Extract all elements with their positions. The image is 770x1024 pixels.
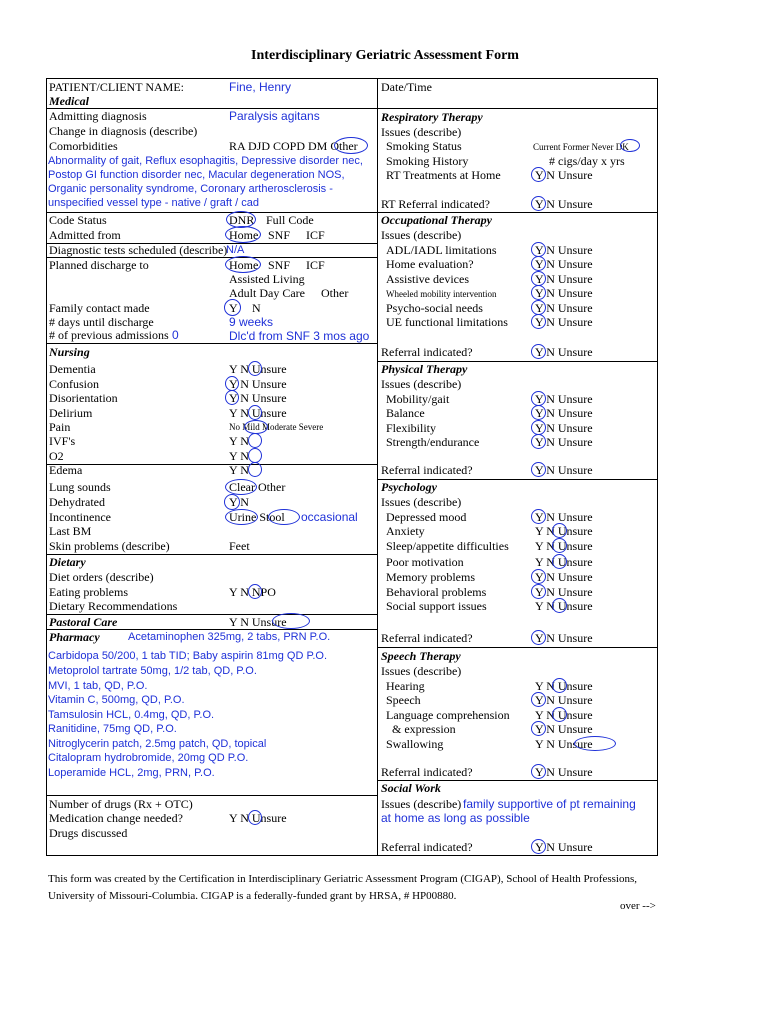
code-status-full: Full Code (266, 213, 314, 227)
circle-mark (531, 764, 546, 779)
circle-mark (531, 721, 546, 736)
smoking-status-options: Current Former Never DK (533, 142, 629, 152)
nursing-item: Incontinence (49, 510, 111, 524)
circle-mark (531, 405, 546, 420)
over-indicator: over --> (620, 900, 656, 912)
pharmacy-heading: Pharmacy (49, 630, 100, 644)
rt-home-options: Y N Unsure (535, 168, 593, 182)
circle-mark (552, 707, 567, 722)
nursing-item: O2 (49, 449, 64, 463)
ot-item-options: Y N Unsure (535, 243, 593, 257)
pt-heading: Physical Therapy (381, 362, 468, 376)
ot-item: UE functional limitations (386, 315, 508, 329)
pt-item-options: Y N Unsure (535, 435, 593, 449)
circle-mark (531, 509, 546, 524)
circle-mark (531, 256, 546, 271)
circle-mark (225, 226, 261, 243)
nursing-item: IVF's (49, 434, 76, 448)
psych-issues-label: Issues (describe) (381, 495, 462, 509)
psych-item: Memory problems (386, 570, 475, 584)
nursing-item: Disorientation (49, 391, 118, 405)
comorbidity-options: RA DJD COPD DM Other (229, 139, 358, 153)
circle-mark (225, 256, 261, 273)
circle-mark (334, 137, 368, 154)
social-note-2: at home as long as possible (381, 811, 530, 825)
ot-item-options: Y N Unsure (535, 272, 593, 286)
datetime-label: Date/Time (381, 80, 432, 94)
circle-mark (248, 810, 262, 825)
pt-item: Flexibility (386, 421, 437, 435)
circle-mark (552, 538, 567, 553)
eating-problems-label: Eating problems (49, 585, 128, 599)
pt-item-options: Y N Unsure (535, 406, 593, 420)
med-change-options: Y N Unsure (229, 811, 287, 825)
circle-mark (268, 509, 300, 525)
ot-issues-label: Issues (describe) (381, 228, 462, 242)
circle-mark (531, 391, 546, 406)
speech-item-options: Y N Unsure (535, 693, 593, 707)
pharmacy-line: Tamsulosin HCL, 0.4mg, QD, P.O. (48, 709, 215, 721)
admitting-diagnosis-value: Paralysis agitans (229, 109, 320, 123)
psychology-heading: Psychology (381, 480, 437, 494)
psych-referral-options: Y N Unsure (535, 631, 593, 645)
nursing-item: Delirium (49, 406, 93, 420)
nursing-item-options: Feet (229, 539, 250, 553)
days-discharge-label: # days until discharge (49, 315, 154, 329)
pharmacy-line: Loperamide HCL, 2mg, PRN, P.O. (48, 767, 215, 779)
ot-item: ADL/IADL limitations (386, 243, 497, 257)
circle-mark (244, 420, 268, 434)
social-note-1: family supportive of pt remaining (463, 797, 636, 811)
social-issues-label: Issues (describe) (381, 797, 462, 811)
psych-item: Behavioral problems (386, 585, 487, 599)
circle-mark (531, 167, 546, 182)
pharmacy-line: Metoprolol tartrate 50mg, 1/2 tab, QD, P.O. (48, 665, 257, 677)
ot-item: Assistive devices (386, 272, 469, 286)
rt-home-label: RT Treatments at Home (386, 168, 501, 182)
ot-item-options: Y N Unsure (535, 315, 593, 329)
nursing-item-options: Urine Stool (229, 510, 285, 524)
patient-name-label: PATIENT/CLIENT NAME: (49, 80, 184, 94)
circle-mark (574, 736, 616, 751)
psych-item-options: Y N Unsure (535, 585, 593, 599)
circle-mark (552, 554, 567, 569)
circle-mark (531, 285, 546, 300)
ot-item: Wheeled mobility intervention (386, 289, 497, 299)
comorbidity-line-1: Abnormality of gait, Reflux esophagitis, Depressive disorder nec, (48, 155, 363, 167)
ot-item-options: Y N Unsure (535, 301, 593, 315)
nursing-item: Pain (49, 420, 71, 434)
nursing-item: Dementia (49, 362, 96, 376)
ot-item-options: Y N Unsure (535, 286, 593, 300)
admitted-from-label: Admitted from (49, 228, 121, 242)
circle-mark (531, 344, 546, 359)
nursing-item: Dehydrated (49, 495, 105, 509)
comorbidity-line-4: unspecified vessel type - native / graft / cad (48, 197, 259, 209)
admitting-diagnosis-label: Admitting diagnosis (49, 109, 147, 123)
speech-heading: Speech Therapy (381, 649, 461, 663)
psych-item-options: Y N Unsure (535, 539, 593, 553)
prev-admissions-value: 0 (172, 328, 179, 342)
nursing-item-options: Y N (229, 434, 249, 448)
psych-item: Anxiety (386, 524, 425, 538)
speech-item-options: Y N Unsure (535, 708, 593, 722)
circle-mark (620, 139, 640, 152)
nursing-item: Confusion (49, 377, 100, 391)
dietary-rec-label: Dietary Recommendations (49, 599, 178, 613)
psych-item-options: Y N Unsure (535, 555, 593, 569)
circle-mark (531, 584, 546, 599)
patient-name-value: Fine, Henry (229, 80, 292, 94)
comorbidity-line-3: Organic personality syndrome, Coronary artherosclerosis - (48, 183, 333, 195)
smoking-history-options: # cigs/day x yrs (549, 154, 625, 168)
circle-mark (531, 271, 546, 286)
psych-item: Social support issues (386, 599, 487, 613)
psych-item-options: Y N Unsure (535, 570, 593, 584)
psych-item-options: Y N Unsure (535, 524, 593, 538)
pt-referral-options: Y N Unsure (535, 463, 593, 477)
prev-admissions-note: Dlc'd from SNF 3 mos ago (229, 329, 370, 343)
discharge-adult-day-care: Adult Day Care (229, 286, 305, 300)
respiratory-heading: Respiratory Therapy (381, 110, 483, 124)
circle-mark (531, 630, 546, 645)
circle-mark (531, 692, 546, 707)
circle-mark (224, 494, 240, 510)
prev-admissions-label: # of previous admissions (49, 328, 169, 342)
code-status-dnr: DNR (229, 213, 255, 227)
smoking-status-label: Smoking Status (386, 139, 462, 153)
speech-issues-label: Issues (describe) (381, 664, 462, 678)
circle-mark (272, 613, 310, 629)
medical-heading: Medical (49, 94, 89, 108)
psych-item: Depressed mood (386, 510, 467, 524)
rt-referral-label: RT Referral indicated? (381, 197, 491, 211)
discharge-other: Other (321, 286, 349, 300)
psych-item: Poor motivation (386, 555, 464, 569)
change-diagnosis-label: Change in diagnosis (describe) (49, 124, 198, 138)
nursing-item-options: Y N Unsure (229, 362, 287, 376)
diet-orders-label: Diet orders (describe) (49, 570, 154, 584)
circle-mark (248, 361, 262, 376)
circle-mark (248, 462, 262, 477)
discharge-snf: SNF (268, 258, 291, 272)
nursing-item-options: Y N (229, 463, 249, 477)
pharmacy-line: Citalopram hydrobromide, 20mg QD P.O. (48, 752, 249, 764)
circle-mark (225, 376, 239, 391)
nursing-item: Lung sounds (49, 480, 111, 494)
circle-mark (248, 584, 262, 599)
circle-mark (531, 314, 546, 329)
dietary-heading: Dietary (49, 555, 86, 569)
pharmacy-first-line: Acetaminophen 325mg, 2 tabs, PRN P.O. (128, 631, 331, 643)
speech-item: & expression (392, 722, 456, 736)
rt-referral-options: Y N Unsure (535, 197, 593, 211)
smoking-history-label: Smoking History (386, 154, 469, 168)
med-change-label: Medication change needed? (49, 811, 183, 825)
ot-item: Home evaluation? (386, 257, 474, 271)
psych-referral-label: Referral indicated? (381, 631, 473, 645)
pt-item-options: Y N Unsure (535, 421, 593, 435)
circle-mark (225, 479, 257, 495)
drugs-discussed-label: Drugs discussed (49, 826, 128, 840)
nursing-item-options: No Mild Moderate Severe (229, 422, 324, 432)
circle-mark (248, 448, 262, 463)
pharmacy-line: Vitamin C, 500mg, QD, P.O. (48, 694, 185, 706)
nursing-item-options: Clear Other (229, 480, 286, 494)
admitted-from-icf: ICF (306, 228, 325, 242)
speech-referral-options: Y N Unsure (535, 765, 593, 779)
pharmacy-line: MVI, 1 tab, QD, P.O. (48, 680, 148, 692)
circle-mark (225, 390, 239, 405)
ot-heading: Occupational Therapy (381, 213, 492, 227)
pharmacy-line: Carbidopa 50/200, 1 tab TID; Baby aspirin 81mg QD P.O. (48, 650, 328, 662)
circle-mark (531, 839, 546, 854)
nursing-item: Last BM (49, 524, 92, 538)
speech-item-options: Y N Unsure (535, 679, 593, 693)
pt-item: Balance (386, 406, 425, 420)
pharmacy-line: Ranitidine, 75mg QD, P.O. (48, 723, 177, 735)
ot-referral-options: Y N Unsure (535, 345, 593, 359)
discharge-assisted-living: Assisted Living (229, 272, 305, 286)
form-title: Interdisciplinary Geriatric Assessment Form (251, 48, 519, 63)
nursing-item-options: Y N (229, 495, 249, 509)
nursing-item-options: Y N (229, 449, 249, 463)
ot-referral-label: Referral indicated? (381, 345, 473, 359)
social-referral-options: Y N Unsure (535, 840, 593, 854)
psych-item-options: Y N Unsure (535, 510, 593, 524)
family-contact-n: N (252, 301, 261, 315)
ot-item: Psycho-social needs (386, 301, 483, 315)
diag-tests-value: N/A (226, 244, 245, 256)
comorbidities-label: Comorbidities (49, 139, 118, 153)
planned-discharge-label: Planned discharge to (49, 258, 149, 272)
nursing-heading: Nursing (49, 345, 90, 359)
speech-item: Swallowing (386, 737, 444, 751)
nursing-item-options: Y N Unsure (229, 406, 287, 420)
circle-mark (531, 462, 546, 477)
circle-mark (248, 433, 262, 448)
resp-issues-label: Issues (describe) (381, 125, 462, 139)
discharge-icf: ICF (306, 258, 325, 272)
discharge-home: Home (229, 258, 259, 272)
ot-item-options: Y N Unsure (535, 257, 593, 271)
nursing-item: Skin problems (describe) (49, 539, 170, 553)
speech-item: Language comprehension (386, 708, 510, 722)
pharmacy-line: Nitroglycerin patch, 2.5mg patch, QD, topical (48, 738, 267, 750)
nursing-item-options: Y N Unsure (229, 377, 287, 391)
psych-item-options: Y N Unsure (535, 599, 593, 613)
circle-mark (552, 598, 567, 613)
social-work-heading: Social Work (381, 781, 441, 795)
pastoral-heading: Pastoral Care (49, 615, 118, 629)
speech-item-options: Y N Unsure (535, 737, 593, 751)
diag-tests-label: Diagnostic tests scheduled (describe) (49, 243, 228, 257)
circle-mark (531, 242, 546, 257)
comorbidity-line-2: Postop GI function disorder nec, Macular degeneration NOS, (48, 169, 345, 181)
pt-referral-label: Referral indicated? (381, 463, 473, 477)
admitted-from-home: Home (229, 228, 259, 242)
circle-mark (225, 509, 258, 525)
speech-referral-label: Referral indicated? (381, 765, 473, 779)
family-contact-y: Y (229, 301, 238, 315)
circle-mark (224, 299, 241, 316)
circle-mark (531, 420, 546, 435)
circle-mark (531, 196, 546, 211)
incontinence-note: occasional (301, 510, 358, 524)
speech-item: Speech (386, 693, 421, 707)
pt-issues-label: Issues (describe) (381, 377, 462, 391)
speech-item: Hearing (386, 679, 425, 693)
speech-item-options: Y N Unsure (535, 722, 593, 736)
social-referral-label: Referral indicated? (381, 840, 473, 854)
psych-item: Sleep/appetite difficulties (386, 539, 509, 553)
circle-mark (248, 405, 262, 420)
days-discharge-value: 9 weeks (229, 315, 274, 329)
code-status-label: Code Status (49, 213, 107, 227)
footer-note: This form was created by the Certification in Interdisciplinary Geriatric Assessment Program (CIGAP), School of Health Professions, University of Missouri-Columbia. CIGAP is a federally-funded grant by HRSA, # HP00880. (48, 873, 637, 902)
num-drugs-label: Number of drugs (Rx + OTC) (49, 797, 193, 811)
pastoral-options: Y N Unsure (229, 615, 287, 629)
eating-problems-options: Y N NPO (229, 585, 276, 599)
pt-item: Mobility/gait (386, 392, 450, 406)
circle-mark (552, 523, 567, 538)
circle-mark (552, 678, 567, 693)
family-contact-label: Family contact made (49, 301, 150, 315)
pt-item: Strength/endurance (386, 435, 480, 449)
nursing-item: Edema (49, 463, 83, 477)
circle-mark (531, 434, 546, 449)
admitted-from-snf: SNF (268, 228, 291, 242)
circle-mark (531, 300, 546, 315)
circle-mark (531, 569, 546, 584)
nursing-item-options: Y N Unsure (229, 391, 287, 405)
pt-item-options: Y N Unsure (535, 392, 593, 406)
